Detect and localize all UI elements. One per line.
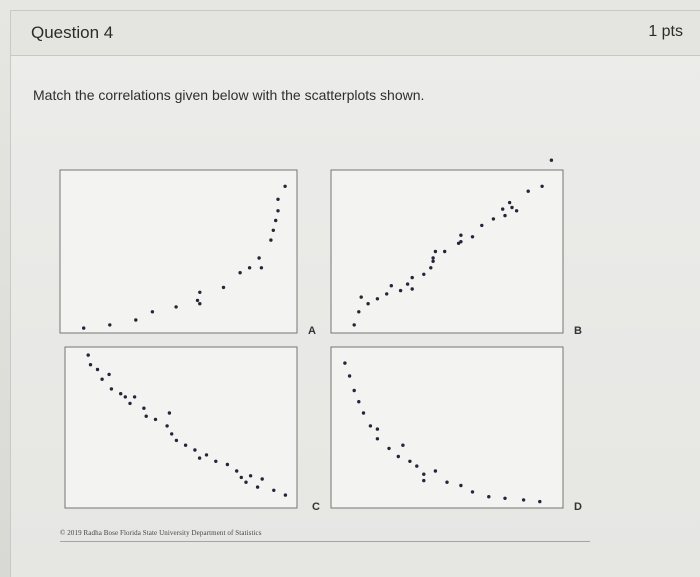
scatter-point-d-17 bbox=[445, 481, 448, 484]
question-prompt: Match the correlations given below with the scatterplots shown. bbox=[33, 87, 425, 103]
scatter-point-a-8 bbox=[198, 302, 201, 305]
question-title: Question 4 bbox=[31, 23, 114, 42]
scatter-point-c-4 bbox=[100, 378, 103, 381]
scatter-point-d-12 bbox=[408, 460, 411, 463]
scatter-point-c-7 bbox=[119, 392, 122, 395]
scatter-point-a-16 bbox=[274, 219, 277, 222]
scatter-point-c-8 bbox=[124, 395, 127, 398]
scatter-point-c-30 bbox=[272, 489, 275, 492]
scatter-point-a-1 bbox=[82, 326, 85, 329]
plot-label-a: A bbox=[308, 325, 316, 337]
scatter-point-b-29 bbox=[527, 190, 530, 193]
scatter-point-c-25 bbox=[240, 476, 243, 479]
scatter-point-d-14 bbox=[422, 473, 425, 476]
scatter-point-d-23 bbox=[538, 500, 541, 503]
scatter-point-b-23 bbox=[492, 217, 495, 220]
scatter-point-b-24 bbox=[501, 207, 504, 210]
footer-divider bbox=[60, 541, 590, 542]
scatter-point-d-2 bbox=[348, 374, 351, 377]
question-points: 1 pts bbox=[648, 23, 683, 40]
scatter-point-b-9 bbox=[406, 282, 409, 285]
scatter-point-b-4 bbox=[360, 295, 363, 298]
scatter-point-c-27 bbox=[249, 474, 252, 477]
scatter-point-b-6 bbox=[385, 292, 388, 295]
scatter-point-c-18 bbox=[184, 444, 187, 447]
scatter-point-a-13 bbox=[257, 256, 260, 259]
scatter-point-d-8 bbox=[376, 427, 379, 430]
scatter-point-c-29 bbox=[261, 477, 264, 480]
scatter-point-b-16 bbox=[434, 250, 437, 253]
plot-label-b: B bbox=[574, 325, 582, 337]
scatter-point-c-3 bbox=[96, 368, 99, 371]
scatter-point-a-14 bbox=[269, 238, 272, 241]
scatter-point-c-16 bbox=[170, 432, 173, 435]
scatter-point-c-5 bbox=[107, 373, 110, 376]
scatter-point-c-19 bbox=[193, 448, 196, 451]
scatter-point-d-15 bbox=[422, 479, 425, 482]
scatter-point-a-10 bbox=[238, 271, 241, 274]
scatter-point-b-19 bbox=[459, 234, 462, 237]
scatter-point-a-17 bbox=[276, 209, 279, 212]
scatter-point-c-21 bbox=[205, 453, 208, 456]
scatter-point-c-14 bbox=[165, 424, 168, 427]
scatter-point-d-19 bbox=[471, 490, 474, 493]
scatter-point-b-20 bbox=[459, 240, 462, 243]
scatter-point-b-14 bbox=[431, 256, 434, 259]
plot-frame-b bbox=[331, 170, 563, 333]
scatter-point-b-30 bbox=[540, 185, 543, 188]
scatter-point-b-11 bbox=[411, 287, 414, 290]
scatter-point-a-2 bbox=[108, 323, 111, 326]
scatter-point-d-4 bbox=[357, 400, 360, 403]
scatter-point-b-7 bbox=[390, 284, 393, 287]
plot-label-d: D bbox=[574, 501, 582, 513]
scatter-point-b-13 bbox=[429, 266, 432, 269]
scatter-point-d-7 bbox=[376, 437, 379, 440]
scatter-point-c-9 bbox=[128, 402, 131, 405]
scatter-point-d-10 bbox=[397, 455, 400, 458]
scatter-point-c-23 bbox=[226, 463, 229, 466]
scatter-point-b-8 bbox=[399, 289, 402, 292]
scatter-point-b-27 bbox=[510, 206, 513, 209]
scatter-point-d-5 bbox=[362, 411, 365, 414]
scatter-point-d-16 bbox=[434, 469, 437, 472]
scatter-point-c-22 bbox=[214, 460, 217, 463]
scatter-point-a-6 bbox=[196, 299, 199, 302]
scatter-point-a-9 bbox=[222, 286, 225, 289]
scatter-point-c-1 bbox=[87, 353, 90, 356]
scatter-point-c-26 bbox=[244, 481, 247, 484]
scatter-point-c-2 bbox=[89, 363, 92, 366]
scatter-point-a-19 bbox=[283, 185, 286, 188]
scatter-point-a-11 bbox=[248, 266, 251, 269]
scatter-point-b-17 bbox=[443, 250, 446, 253]
scatter-point-b-1 bbox=[353, 323, 356, 326]
scatter-point-a-12 bbox=[260, 266, 263, 269]
scatter-point-a-7 bbox=[198, 291, 201, 294]
scatter-point-d-21 bbox=[503, 497, 506, 500]
scatter-point-d-1 bbox=[343, 361, 346, 364]
scatter-point-d-3 bbox=[353, 389, 356, 392]
scatter-point-c-31 bbox=[284, 493, 287, 496]
scatter-point-b-2 bbox=[357, 310, 360, 313]
scatter-point-c-24 bbox=[235, 469, 238, 472]
scatter-point-d-20 bbox=[487, 495, 490, 498]
scatter-point-b-26 bbox=[508, 201, 511, 204]
scatter-point-d-13 bbox=[415, 464, 418, 467]
scatter-point-a-15 bbox=[272, 229, 275, 232]
scatter-point-c-11 bbox=[142, 407, 145, 410]
scatter-point-b-10 bbox=[411, 276, 414, 279]
plot-frame-a bbox=[60, 170, 297, 333]
scatter-point-c-6 bbox=[110, 387, 113, 390]
scatter-point-a-5 bbox=[174, 305, 177, 308]
scatter-point-a-3 bbox=[134, 318, 137, 321]
scatter-point-a-18 bbox=[276, 198, 279, 201]
scatter-point-b-21 bbox=[471, 235, 474, 238]
scatter-point-d-6 bbox=[369, 424, 372, 427]
scatter-point-b-25 bbox=[503, 214, 506, 217]
scatter-point-c-28 bbox=[256, 485, 259, 488]
scatter-point-d-18 bbox=[459, 484, 462, 487]
scatter-point-b-15 bbox=[431, 260, 434, 263]
scatter-point-c-13 bbox=[154, 418, 157, 421]
scatter-point-a-4 bbox=[151, 310, 154, 313]
scatter-point-d-9 bbox=[387, 447, 390, 450]
scatter-point-c-10 bbox=[133, 395, 136, 398]
plot-label-c: C bbox=[312, 501, 320, 513]
scatter-point-b-28 bbox=[515, 209, 518, 212]
copyright-notice: © 2019 Radha Bose Florida State University Department of Statistics bbox=[60, 529, 262, 537]
scatter-point-b-12 bbox=[422, 273, 425, 276]
scatter-point-b-5 bbox=[376, 297, 379, 300]
scatter-point-c-15 bbox=[168, 411, 171, 414]
scatter-point-d-11 bbox=[401, 444, 404, 447]
scatter-point-d-22 bbox=[522, 498, 525, 501]
scatter-point-c-17 bbox=[175, 439, 178, 442]
scatter-point-b-31 bbox=[550, 159, 553, 162]
scatter-point-b-22 bbox=[480, 224, 483, 227]
scatter-point-c-12 bbox=[145, 415, 148, 418]
scatter-point-c-20 bbox=[198, 456, 201, 459]
plot-frame-c bbox=[65, 347, 297, 508]
scatter-point-b-3 bbox=[366, 302, 369, 305]
